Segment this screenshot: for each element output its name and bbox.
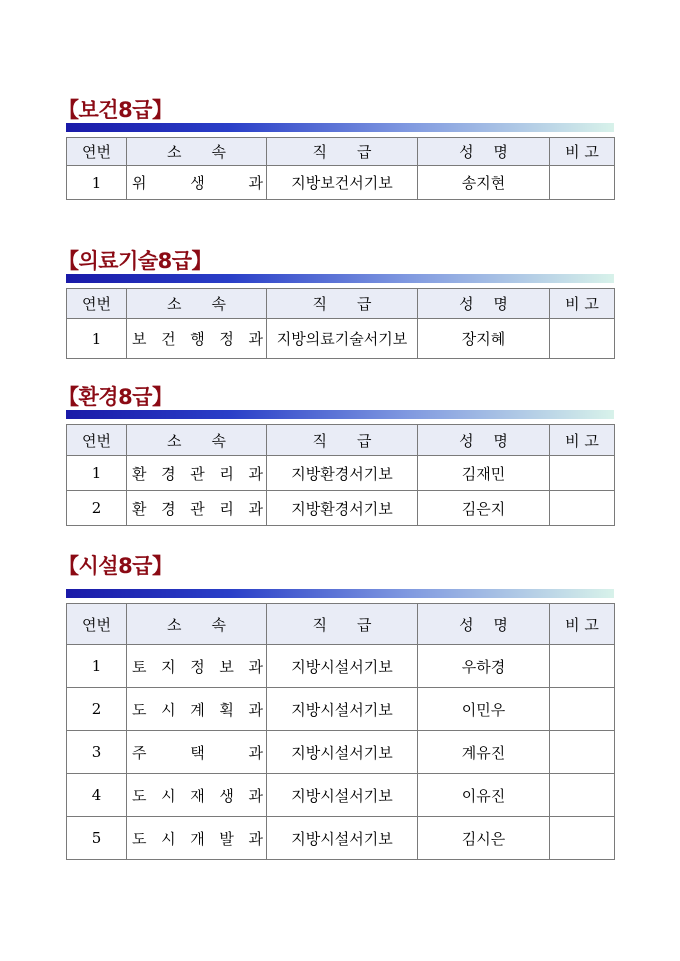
table-row: [67, 731, 615, 774]
row-dept: [127, 166, 267, 200]
header-no: 연번: [67, 425, 127, 456]
row-no: 5: [67, 817, 127, 860]
row-dept: [127, 456, 267, 491]
row-dept: [127, 645, 267, 688]
row-note: [550, 456, 615, 491]
row-dept-char: 택: [190, 743, 205, 762]
row-rank: 지방환경서기보: [267, 491, 418, 526]
row-dept: [127, 817, 267, 860]
row-name: 송지현: [418, 166, 550, 200]
row-dept-char: 주: [132, 743, 147, 762]
section-gradient-bar: [66, 410, 614, 419]
section-gradient-bar: [66, 589, 614, 598]
row-dept: [127, 731, 267, 774]
row-rank: 지방시설서기보: [267, 688, 418, 731]
staff-table: [66, 424, 615, 526]
row-dept-char: 환: [132, 499, 147, 518]
row-name: 이유진: [418, 774, 550, 817]
row-dept-char: 위: [132, 174, 147, 192]
row-note: [550, 774, 615, 817]
header-name: 성 명: [418, 289, 550, 319]
section-title: 【시설8급】: [58, 554, 173, 578]
header-rank: 직 급: [267, 425, 418, 456]
row-name: 김시은: [418, 817, 550, 860]
row-dept-char: 경: [161, 464, 176, 483]
row-dept-char: 과: [248, 700, 263, 719]
header-rank: 직 급: [267, 289, 418, 319]
section-gradient-bar: [66, 274, 614, 283]
header-dept: 소 속: [127, 425, 267, 456]
row-dept-char: 리: [219, 464, 234, 483]
row-dept-char: 시: [161, 786, 176, 805]
row-note: [550, 817, 615, 860]
table-row: [67, 817, 615, 860]
header-dept: 소 속: [127, 138, 267, 166]
row-dept-char: 계: [190, 700, 205, 719]
row-rank: 지방의료기술서기보: [267, 319, 418, 359]
row-dept: [127, 688, 267, 731]
section-title: 【보건8급】: [58, 98, 173, 122]
staff-table: [66, 288, 615, 359]
row-dept: [127, 491, 267, 526]
row-dept: [127, 319, 267, 359]
table-row: [67, 456, 615, 491]
header-note: 비 고: [550, 604, 615, 645]
row-no: 3: [67, 731, 127, 774]
row-dept-char: 과: [248, 464, 263, 483]
row-no: 2: [67, 491, 127, 526]
row-dept: [127, 774, 267, 817]
row-note: [550, 645, 615, 688]
row-dept-char: 생: [219, 786, 234, 805]
row-dept-char: 정: [190, 657, 205, 676]
header-row: [67, 604, 615, 645]
section-title: 【의료기술8급】: [58, 249, 213, 273]
row-no: 1: [67, 166, 127, 200]
row-dept-char: 획: [219, 700, 234, 719]
row-dept-char: 보: [219, 657, 234, 676]
header-no: 연번: [67, 138, 127, 166]
row-dept-char: 관: [190, 499, 205, 518]
header-note: 비 고: [550, 138, 615, 166]
row-rank: 지방시설서기보: [267, 817, 418, 860]
row-dept-char: 과: [248, 829, 263, 848]
row-rank: 지방보건서기보: [267, 166, 418, 200]
row-dept-char: 과: [248, 499, 263, 518]
row-rank: 지방시설서기보: [267, 774, 418, 817]
row-dept-char: 과: [248, 330, 263, 348]
header-no: 연번: [67, 604, 127, 645]
row-name: 이민우: [418, 688, 550, 731]
row-dept-char: 관: [190, 464, 205, 483]
row-no: 1: [67, 456, 127, 491]
row-note: [550, 688, 615, 731]
header-dept: 소 속: [127, 289, 267, 319]
header-note: 비 고: [550, 289, 615, 319]
row-name: 우하경: [418, 645, 550, 688]
header-name: 성 명: [418, 138, 550, 166]
header-dept: 소 속: [127, 604, 267, 645]
row-dept-char: 과: [248, 743, 263, 762]
row-dept-char: 경: [161, 499, 176, 518]
header-row: [67, 289, 615, 319]
table-row: [67, 166, 615, 200]
row-dept-char: 시: [161, 829, 176, 848]
table-row: [67, 688, 615, 731]
header-name: 성 명: [418, 604, 550, 645]
row-dept-char: 개: [190, 829, 205, 848]
row-no: 1: [67, 319, 127, 359]
row-dept-char: 재: [190, 786, 205, 805]
row-dept-char: 도: [132, 829, 147, 848]
row-rank: 지방환경서기보: [267, 456, 418, 491]
row-dept-char: 정: [219, 330, 234, 348]
row-no: 4: [67, 774, 127, 817]
row-dept-char: 지: [161, 657, 176, 676]
row-no: 2: [67, 688, 127, 731]
table-row: [67, 645, 615, 688]
row-dept-char: 토: [132, 657, 147, 676]
row-name: 장지혜: [418, 319, 550, 359]
row-note: [550, 491, 615, 526]
row-dept-char: 시: [161, 700, 176, 719]
row-dept-char: 과: [248, 786, 263, 805]
row-name: 김재민: [418, 456, 550, 491]
row-dept-char: 리: [219, 499, 234, 518]
header-row: [67, 425, 615, 456]
table-row: [67, 774, 615, 817]
header-rank: 직 급: [267, 604, 418, 645]
row-dept-char: 환: [132, 464, 147, 483]
row-note: [550, 731, 615, 774]
header-row: [67, 138, 615, 166]
row-no: 1: [67, 645, 127, 688]
table-row: [67, 319, 615, 359]
row-dept-char: 도: [132, 700, 147, 719]
row-note: [550, 319, 615, 359]
row-note: [550, 166, 615, 200]
header-name: 성 명: [418, 425, 550, 456]
row-rank: 지방시설서기보: [267, 645, 418, 688]
header-note: 비 고: [550, 425, 615, 456]
section-title: 【환경8급】: [58, 385, 173, 409]
row-dept-char: 보: [132, 330, 147, 348]
row-dept-char: 도: [132, 786, 147, 805]
row-dept-char: 과: [248, 174, 263, 192]
row-dept-char: 과: [248, 657, 263, 676]
row-name: 계유진: [418, 731, 550, 774]
row-name: 김은지: [418, 491, 550, 526]
staff-table: [66, 603, 615, 860]
row-dept-char: 건: [161, 330, 176, 348]
row-dept-char: 생: [190, 174, 205, 192]
row-rank: 지방시설서기보: [267, 731, 418, 774]
row-dept-char: 발: [219, 829, 234, 848]
header-rank: 직 급: [267, 138, 418, 166]
table-row: [67, 491, 615, 526]
row-dept-char: 행: [190, 330, 205, 348]
section-gradient-bar: [66, 123, 614, 132]
staff-table: [66, 137, 615, 200]
header-no: 연번: [67, 289, 127, 319]
